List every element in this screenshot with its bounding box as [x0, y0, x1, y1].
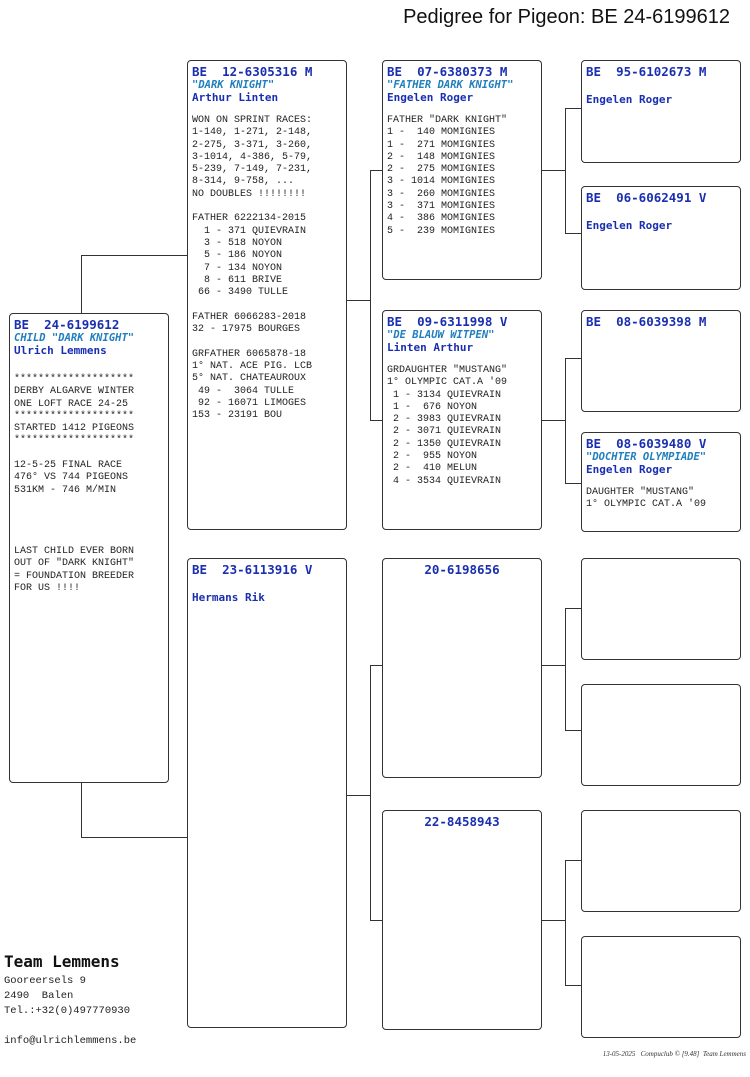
paternal-grandfather-card[interactable]: [382, 60, 542, 280]
great-grandparent-card-1[interactable]: [581, 60, 741, 163]
team-email[interactable]: info@ulrichlemmens.be: [4, 1035, 137, 1047]
connector-line: [541, 420, 565, 421]
mother-owner: Hermans Rik: [192, 591, 265, 604]
father-notes: WON ON SPRINT RACES: 1-140, 1-271, 2-148, 2-275, 3-371, 3-260, 3-1014, 4-386, 5-79, 5-239, 7-149, 7-231, 8-314, 9-758, ... NO DOUBLES !!!!!!!! FATHER 6222134-2015 1 - 371 QUIEVRAIN 3 - 518 NOYON 5 - 186 NOYON 7 - 134 NOYON 8 - 611 BRIVE 66 - 3490 TULLE FATHER 6066283-2018 32 - 17975 BOURGES GRFATHER 6065878-18 1° NAT. ACE PIG. LCB 5° NAT. CHATEAUROUX 49 - 3064 TULLE 92 - 16071 LIMOGES 153 - 23191 BOU: [192, 115, 313, 422]
great-grandparent-card-7[interactable]: [581, 810, 741, 912]
connector-line: [346, 300, 370, 301]
father-pigeon-name: "DARK KNIGHT": [192, 79, 275, 91]
connector-line: [565, 860, 581, 861]
connector-line: [565, 860, 566, 985]
paternal-grandfather-name: "FATHER DARK KNIGHT": [387, 79, 514, 91]
page-title: Pedigree for Pigeon: BE 24-6199612: [403, 6, 730, 28]
connector-line: [565, 483, 581, 484]
connector-line: [565, 233, 581, 234]
connector-line: [541, 170, 565, 171]
great-grandparent-card-3[interactable]: [581, 310, 741, 412]
connector-line: [565, 730, 581, 731]
great-grandparent-2-owner: Engelen Roger: [586, 219, 673, 232]
paternal-grandmother-ring: BE 09-6311998 V: [387, 314, 508, 329]
paternal-grandfather-owner: Engelen Roger: [387, 91, 474, 104]
team-name: Team Lemmens: [4, 952, 120, 971]
great-grandparent-card-6[interactable]: [581, 684, 741, 786]
connector-line: [81, 255, 82, 313]
maternal-grandmother-card[interactable]: [382, 810, 542, 1030]
paternal-grandmother-card[interactable]: [382, 310, 542, 530]
great-grandparent-4-name: "DOCHTER OLYMPIADE": [586, 451, 707, 463]
great-grandparent-1-owner: Engelen Roger: [586, 93, 673, 106]
great-grandparent-2-ring: BE 06-6062491 V: [586, 190, 707, 205]
connector-line: [346, 795, 370, 796]
subject-pigeon-card[interactable]: [9, 313, 169, 783]
mother-ring-number: BE 23-6113916 V: [192, 562, 313, 577]
connector-line: [370, 665, 371, 920]
maternal-grandmother-ring: 22-8458943: [424, 814, 500, 829]
great-grandparent-4-owner: Engelen Roger: [586, 463, 673, 476]
connector-line: [565, 608, 566, 730]
great-grandparent-card-5[interactable]: [581, 558, 741, 660]
maternal-grandfather-card[interactable]: [382, 558, 542, 778]
paternal-grandmother-owner: Linten Arthur: [387, 341, 474, 354]
connector-line: [370, 170, 371, 420]
paternal-grandfather-ring: BE 07-6380373 M: [387, 64, 508, 79]
connector-line: [541, 665, 565, 666]
great-grandparent-1-ring: BE 95-6102673 M: [586, 64, 707, 79]
connector-line: [565, 358, 566, 483]
connector-line: [565, 358, 581, 359]
subject-owner: Ulrich Lemmens: [14, 344, 107, 357]
paternal-grandmother-notes: GRDAUGHTER "MUSTANG" 1° OLYMPIC CAT.A '09 1 - 3134 QUIEVRAIN 1 - 676 NOYON 2 - 3983 QUIEVRAIN 2 - 3071 QUIEVRAIN 2 - 1350 QUIEVRAIN 2 - 955 NOYON 2 - 410 MELUN 4 - 3534 QUIEVRAIN: [387, 365, 508, 487]
connector-line: [565, 108, 581, 109]
team-phone: Tel.:+32(0)497770930: [4, 1005, 131, 1017]
connector-line: [81, 255, 187, 256]
maternal-grandfather-ring: 20-6198656: [424, 562, 500, 577]
father-owner: Arthur Linten: [192, 91, 279, 104]
footer-credits: 13-05-2025 Compuclub © [9.48] Team Lemmens: [602, 1050, 746, 1058]
team-street: Gooreersels 9: [4, 975, 86, 987]
subject-notes: ******************** DERBY ALGARVE WINTER ONE LOFT RACE 24-25 ******************** STARTED 1412 PIGEONS ******************** 12-5-25 FINAL RACE 476° VS 744 PIGEONS 531KM - 746 M/MIN LAST CHILD EVER BORN OUT OF "DARK KNIGHT" = FOUNDATION BREEDER FOR US !!!!: [14, 374, 135, 595]
great-grandparent-card-4[interactable]: [581, 432, 741, 532]
connector-line: [81, 837, 187, 838]
connector-line: [565, 985, 581, 986]
great-grandparent-4-ring: BE 08-6039480 V: [586, 436, 707, 451]
mother-pigeon-card[interactable]: [187, 558, 347, 1028]
paternal-grandfather-notes: FATHER "DARK KNIGHT" 1 - 140 MOMIGNIES 1 - 271 MOMIGNIES 2 - 148 MOMIGNIES 2 - 275 MOMIGNIES 3 - 1014 MOMIGNIES 3 - 260 MOMIGNIES 3 - 371 MOMIGNIES 4 - 386 MOMIGNIES 5 - 239 MOMIGNIES: [387, 115, 508, 237]
great-grandparent-3-ring: BE 08-6039398 M: [586, 314, 707, 329]
subject-pigeon-name: CHILD "DARK KNIGHT": [14, 332, 135, 344]
connector-line: [81, 782, 82, 837]
great-grandparent-card-2[interactable]: [581, 186, 741, 290]
connector-line: [565, 608, 581, 609]
paternal-grandmother-name: "DE BLAUW WITPEN": [387, 329, 495, 341]
connector-line: [541, 920, 565, 921]
subject-ring-number: BE 24-6199612: [14, 317, 120, 332]
father-pigeon-card[interactable]: [187, 60, 347, 530]
father-ring-number: BE 12-6305316 M: [192, 64, 313, 79]
great-grandparent-card-8[interactable]: [581, 936, 741, 1038]
great-grandparent-4-notes: DAUGHTER "MUSTANG" 1° OLYMPIC CAT.A '09: [586, 487, 707, 511]
connector-line: [565, 108, 566, 233]
team-city: 2490 Balen: [4, 990, 74, 1002]
